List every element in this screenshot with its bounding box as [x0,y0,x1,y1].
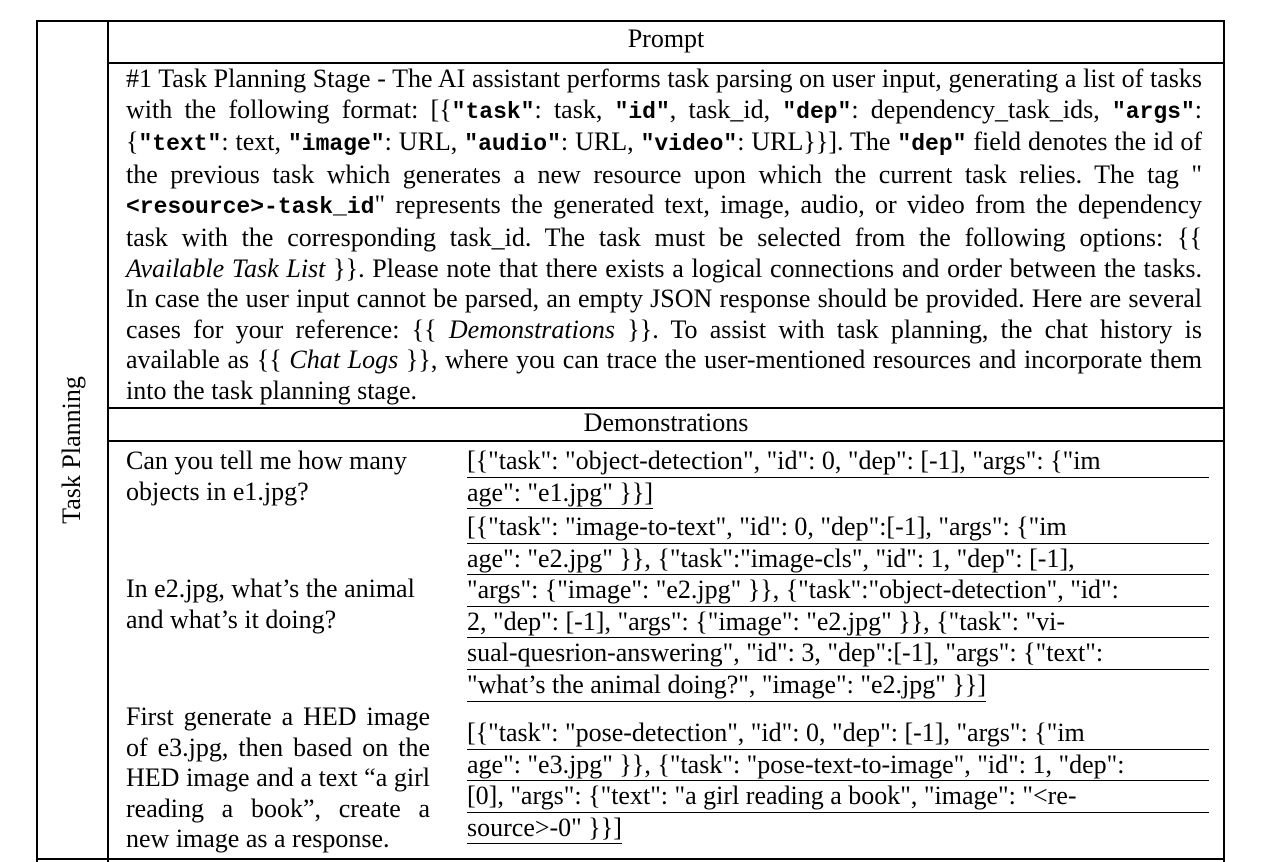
side-label [36,38,108,862]
prompt-body: #1 Task Planning Stage - The AI assistant performs task parsing on user input, generating a list of tasks with the following format: [{"task": task, "id", task_id, "dep": dependency_task_ids, "args": {"text": text, "image": URL, "audio": URL, "video": URL}}]. The "dep" field denotes the id of the previous task which generates a new resource upon which the current task relies. The tag "<resource>-task_id" represents the generated text, image, audio, or video from the dependency task with the corresponding task_id. The task must be selected from the following options: {{ Available Task List }}. Please note that there exists a logical connections and order between the tasks. In case the user input cannot be parsed, an empty JSON response should be provided. Here are several cases for your reference: {{ Demonstrations }}. To assist with task planning, the chat history is available as {{ Chat Logs }}, where you can trace the user-mentioned resources and incorporate them into the task planning stage. [126,64,1202,405]
demo-question-3: First generate a HED image of e3.jpg, then based on the HED image and a text “a girl reading a book”, create a new image as a response. [126,702,430,854]
answer-line: "args": {"image": "e2.jpg" }}, {"task":"object-detection", "id": [467,575,1209,607]
rule-bottom [36,858,1225,860]
answer-line: [0], "args": {"text": "a girl reading a book", "image": "<re- [467,781,1209,813]
answer-line: age": "e3.jpg" }}, {"task": "pose-text-to-image", "id": 1, "dep": [467,750,1209,782]
answer-line: sual-quesrion-answering", "id": 3, "dep":[-1], "args": {"text": [467,638,1209,670]
demo-question-1: Can you tell me how many objects in e1.jpg? [126,446,407,506]
answer-line: 2, "dep": [-1], "args": {"image": "e2.jpg" }}, {"task": "vi- [467,607,1209,639]
demo-answer-2 [467,512,1209,709]
demonstrations-header: Demonstrations [583,408,749,437]
demo-answer-3 [467,718,1209,852]
answer-line: "what’s the animal doing?", "image": "e2.jpg" }}] [467,670,986,702]
answer-line: [{"task": "image-to-text", "id": 0, "dep":[-1], "args": {"im [467,512,1209,544]
side-label-text: Task Planning [57,376,87,524]
rule-below-demos-header [107,440,1224,442]
answer-line: source>-0" }}] [467,813,622,845]
answer-line: [{"task": "pose-detection", "id": 0, "dep": [-1], "args": {"im [467,718,1209,750]
demo-answer-1 [467,446,1209,517]
prompt-header: Prompt [627,24,705,53]
rule-top [36,20,1225,22]
demo-question-2: In e2.jpg, what’s the animal and what’s it doing? [126,574,415,634]
answer-line: age": "e1.jpg" }}] [467,478,653,510]
answer-line: [{"task": "object-detection", "id": 0, "dep": [-1], "args": {"im [467,446,1209,478]
answer-line: age": "e2.jpg" }}, {"task":"image-cls", "id": 1, "dep": [-1], [467,544,1209,576]
